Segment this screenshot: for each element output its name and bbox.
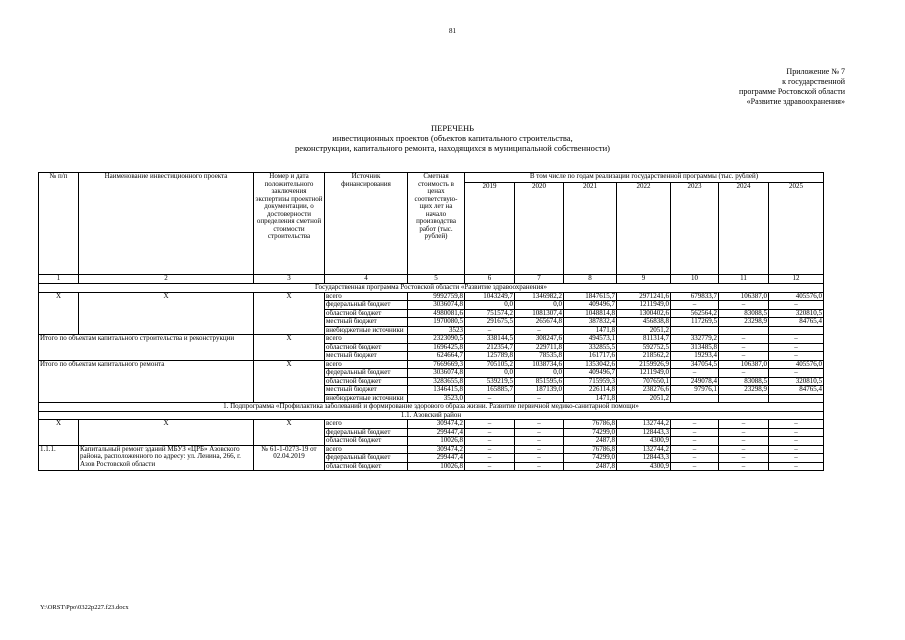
header-year: 2025 bbox=[769, 183, 824, 275]
year-value: – bbox=[465, 428, 515, 437]
year-value: 238276,6 bbox=[617, 386, 671, 395]
expertise-cell: Х bbox=[254, 420, 325, 446]
expertise-cell: Х bbox=[254, 360, 325, 403]
year-value: – bbox=[465, 420, 515, 429]
year-value: 2487,8 bbox=[564, 437, 617, 446]
estimated-cost-value: 9992759,8 bbox=[408, 292, 465, 301]
column-number: 4 bbox=[325, 275, 408, 284]
header-year: 2024 bbox=[719, 183, 769, 275]
year-value: 562564,2 bbox=[671, 309, 719, 318]
year-value: 76786,8 bbox=[564, 420, 617, 429]
year-value: – bbox=[719, 437, 769, 446]
year-value: 187139,0 bbox=[515, 386, 564, 395]
page-number: 81 bbox=[449, 27, 456, 35]
row-number: Х bbox=[39, 420, 79, 446]
table-row bbox=[39, 445, 824, 454]
estimated-cost-value: 1346415,8 bbox=[408, 386, 465, 395]
funding-source: областной бюджет bbox=[325, 437, 408, 446]
year-value: 2051,2 bbox=[617, 394, 671, 403]
year-value: – bbox=[515, 326, 564, 335]
estimated-cost-value: 7669669,3 bbox=[408, 360, 465, 369]
year-value: 332779,2 bbox=[671, 335, 719, 344]
investment-projects-table bbox=[38, 172, 824, 471]
funding-source: областной бюджет bbox=[325, 309, 408, 318]
estimated-cost-value: 309474,2 bbox=[408, 445, 465, 454]
year-value: 165885,7 bbox=[465, 386, 515, 395]
year-value: – bbox=[515, 445, 564, 454]
year-value: 0,0 bbox=[465, 369, 515, 378]
funding-source: областной бюджет bbox=[325, 377, 408, 386]
year-value bbox=[719, 326, 769, 335]
header-estimated-cost: Сметная стоимость в ценах соответствую-щих лет на начало производства работ (тыс. рублей) bbox=[408, 173, 465, 275]
year-value: 409496,7 bbox=[564, 301, 617, 310]
column-number: 5 bbox=[408, 275, 465, 284]
year-value: – bbox=[719, 343, 769, 352]
year-value: – bbox=[719, 369, 769, 378]
year-value: – bbox=[465, 462, 515, 471]
header-year: 2022 bbox=[617, 183, 671, 275]
row-number: 1.1.1. bbox=[39, 445, 79, 471]
year-value: 1847615,7 bbox=[564, 292, 617, 301]
year-value: 161717,6 bbox=[564, 352, 617, 361]
funding-source: всего bbox=[325, 420, 408, 429]
year-value: 19293,4 bbox=[671, 352, 719, 361]
appendix-header bbox=[640, 67, 845, 107]
column-number: 8 bbox=[564, 275, 617, 284]
estimated-cost-value: 309474,2 bbox=[408, 420, 465, 429]
year-value: 405576,0 bbox=[769, 292, 824, 301]
funding-source: федеральный бюджет bbox=[325, 428, 408, 437]
year-value: 387832,4 bbox=[564, 318, 617, 327]
appendix-line: к государственной bbox=[782, 77, 845, 86]
year-value: 1081307,4 bbox=[515, 309, 564, 318]
year-value: – bbox=[671, 428, 719, 437]
year-value: 106387,0 bbox=[719, 360, 769, 369]
year-value bbox=[769, 394, 824, 403]
header-funding-source: Источник финансирования bbox=[325, 173, 408, 275]
year-value: – bbox=[769, 454, 824, 463]
project-name: Капитальный ремонт зданий МБУЗ «ЦРБ» Азовского района, расположенного по адресу: ул. Ленина, 266, г. Азов Ростовской области bbox=[79, 445, 254, 471]
year-value: – bbox=[671, 445, 719, 454]
year-value: – bbox=[719, 428, 769, 437]
estimated-cost-value: 2323090,5 bbox=[408, 335, 465, 344]
estimated-cost-value: 1970080,5 bbox=[408, 318, 465, 327]
appendix-line: «Развитие здравоохранения» bbox=[746, 97, 845, 106]
year-value: 84765,4 bbox=[769, 386, 824, 395]
subprogram-title-row: 1. Подпрограмма «Профилактика заболеваний и формирование здорового образа жизни. Развитие первичной медико-санитарной помощи» bbox=[39, 403, 824, 412]
year-value: – bbox=[671, 420, 719, 429]
year-value: 1471,8 bbox=[564, 394, 617, 403]
year-value bbox=[719, 394, 769, 403]
year-value: 2051,2 bbox=[617, 326, 671, 335]
expertise-cell: Х bbox=[254, 292, 325, 335]
header-years-group: В том числе по годам реализации государственной программы (тыс. рублей) bbox=[465, 173, 824, 183]
estimated-cost-value: 3523 bbox=[408, 326, 465, 335]
column-number: 7 bbox=[515, 275, 564, 284]
total-label: Итого по объектам капитального ремонта bbox=[39, 360, 254, 403]
year-value bbox=[769, 326, 824, 335]
year-value: 249078,4 bbox=[671, 377, 719, 386]
funding-source: местный бюджет bbox=[325, 352, 408, 361]
section-row bbox=[39, 403, 824, 412]
table-row bbox=[39, 292, 824, 301]
header-no: № п/п bbox=[39, 173, 79, 275]
year-value: – bbox=[515, 428, 564, 437]
funding-source: всего bbox=[325, 445, 408, 454]
estimated-cost-value: 3283655,8 bbox=[408, 377, 465, 386]
estimated-cost-value: 3036074,8 bbox=[408, 301, 465, 310]
year-value: 2971241,6 bbox=[617, 292, 671, 301]
title-heading: ПЕРЕЧЕНЬ bbox=[431, 123, 474, 133]
year-value: – bbox=[515, 462, 564, 471]
year-value: – bbox=[769, 335, 824, 344]
year-value: – bbox=[769, 420, 824, 429]
year-value: – bbox=[769, 352, 824, 361]
estimated-cost-value: 10026,8 bbox=[408, 462, 465, 471]
title-subline: инвестиционных проектов (объектов капитального строительства, bbox=[332, 133, 573, 143]
file-path-footer: Y:\ORST\Ppo\0322p227.f23.docx bbox=[40, 604, 129, 611]
year-value: 76786,8 bbox=[564, 445, 617, 454]
appendix-line: Приложение № 7 bbox=[786, 67, 845, 76]
column-number: 11 bbox=[719, 275, 769, 284]
year-value: 409496,7 bbox=[564, 369, 617, 378]
year-value: 1346982,2 bbox=[515, 292, 564, 301]
year-value: – bbox=[769, 462, 824, 471]
year-value: 1211949,0 bbox=[617, 369, 671, 378]
year-value: 0,0 bbox=[515, 369, 564, 378]
column-number: 1 bbox=[39, 275, 79, 284]
year-value: – bbox=[515, 437, 564, 446]
year-value: 320810,5 bbox=[769, 309, 824, 318]
estimated-cost-value: 1696425,8 bbox=[408, 343, 465, 352]
program-title-row: Государственная программа Ростовской области «Развитие здравоохранения» bbox=[39, 284, 824, 293]
year-value: – bbox=[769, 369, 824, 378]
funding-source: местный бюджет bbox=[325, 386, 408, 395]
estimated-cost-value: 3036074,8 bbox=[408, 369, 465, 378]
year-value: 539219,5 bbox=[465, 377, 515, 386]
year-value: 715959,3 bbox=[564, 377, 617, 386]
funding-source: федеральный бюджет bbox=[325, 369, 408, 378]
title-subline: реконструкции, капитального ремонта, находящихся в муниципальной собственности) bbox=[295, 143, 610, 153]
year-value: – bbox=[515, 394, 564, 403]
year-value: 811314,7 bbox=[617, 335, 671, 344]
year-value: 212354,7 bbox=[465, 343, 515, 352]
estimated-cost-value: 10026,8 bbox=[408, 437, 465, 446]
year-value: – bbox=[719, 352, 769, 361]
year-value: 4300,9 bbox=[617, 462, 671, 471]
year-value: – bbox=[465, 437, 515, 446]
year-value: 320810,5 bbox=[769, 377, 824, 386]
table-row bbox=[39, 420, 824, 429]
year-value: – bbox=[769, 343, 824, 352]
year-value: 0,0 bbox=[465, 301, 515, 310]
year-value: 0,0 bbox=[515, 301, 564, 310]
estimated-cost-value: 4980081,6 bbox=[408, 309, 465, 318]
year-value: – bbox=[465, 454, 515, 463]
estimated-cost-value: 624664,7 bbox=[408, 352, 465, 361]
expertise-cell: № 61-1-0273-19 от 02.04.2019 bbox=[254, 445, 325, 471]
funding-source: областной бюджет bbox=[325, 343, 408, 352]
column-number: 9 bbox=[617, 275, 671, 284]
row-number: Х bbox=[39, 292, 79, 335]
year-value: – bbox=[769, 437, 824, 446]
district-title-row: 1.1. Азовский район bbox=[39, 411, 824, 420]
year-value: 291675,5 bbox=[465, 318, 515, 327]
year-value: 338144,5 bbox=[465, 335, 515, 344]
year-value: 83088,5 bbox=[719, 309, 769, 318]
section-row bbox=[39, 284, 824, 293]
year-value: – bbox=[719, 301, 769, 310]
year-value: 751574,2 bbox=[465, 309, 515, 318]
funding-source: всего bbox=[325, 335, 408, 344]
year-value: 117269,5 bbox=[671, 318, 719, 327]
year-value: 494573,1 bbox=[564, 335, 617, 344]
year-value: – bbox=[671, 437, 719, 446]
section-row bbox=[39, 411, 824, 420]
year-value: 106387,0 bbox=[719, 292, 769, 301]
year-value: – bbox=[719, 454, 769, 463]
year-value: 707650,1 bbox=[617, 377, 671, 386]
year-value: – bbox=[515, 454, 564, 463]
year-value: 74299,0 bbox=[564, 454, 617, 463]
year-value: 226114,8 bbox=[564, 386, 617, 395]
year-value: 456838,8 bbox=[617, 318, 671, 327]
year-value: 97976,1 bbox=[671, 386, 719, 395]
project-name: Х bbox=[79, 420, 254, 446]
year-value: 705105,2 bbox=[465, 360, 515, 369]
year-value: 218562,2 bbox=[617, 352, 671, 361]
year-value: 1353042,6 bbox=[564, 360, 617, 369]
estimated-cost-value: 299447,4 bbox=[408, 428, 465, 437]
year-value: 1211949,0 bbox=[617, 301, 671, 310]
funding-source: внебюджетные источники bbox=[325, 326, 408, 335]
year-value: 2159926,9 bbox=[617, 360, 671, 369]
year-value: 128443,3 bbox=[617, 454, 671, 463]
year-value: 1043249,7 bbox=[465, 292, 515, 301]
column-number: 2 bbox=[79, 275, 254, 284]
funding-source: внебюджетные источники bbox=[325, 394, 408, 403]
year-value: 308247,6 bbox=[515, 335, 564, 344]
funding-source: федеральный бюджет bbox=[325, 454, 408, 463]
year-value: – bbox=[769, 445, 824, 454]
column-number: 12 bbox=[769, 275, 824, 284]
year-value: 4300,9 bbox=[617, 437, 671, 446]
year-value: – bbox=[769, 428, 824, 437]
year-value: – bbox=[671, 462, 719, 471]
year-value: – bbox=[719, 420, 769, 429]
estimated-cost-value: 3523,0 bbox=[408, 394, 465, 403]
year-value: – bbox=[671, 369, 719, 378]
header-year: 2020 bbox=[515, 183, 564, 275]
year-value: 1471,8 bbox=[564, 326, 617, 335]
appendix-line: программе Ростовской области bbox=[739, 87, 845, 96]
year-value: 84765,4 bbox=[769, 318, 824, 327]
year-value: – bbox=[671, 454, 719, 463]
year-value: – bbox=[515, 420, 564, 429]
project-name: Х bbox=[79, 292, 254, 335]
year-value: 679833,7 bbox=[671, 292, 719, 301]
header-project-name: Наименование инвестиционного проекта bbox=[79, 173, 254, 275]
year-value: 125789,8 bbox=[465, 352, 515, 361]
expertise-cell: Х bbox=[254, 335, 325, 361]
year-value bbox=[671, 326, 719, 335]
year-value: 132744,2 bbox=[617, 445, 671, 454]
table-row bbox=[39, 360, 824, 369]
year-value: 229711,8 bbox=[515, 343, 564, 352]
document-title bbox=[0, 123, 905, 153]
funding-source: областной бюджет bbox=[325, 462, 408, 471]
year-value: – bbox=[465, 445, 515, 454]
year-value: 23298,9 bbox=[719, 386, 769, 395]
estimated-cost-value: 299447,4 bbox=[408, 454, 465, 463]
year-value: – bbox=[671, 301, 719, 310]
total-label: Итого по объектам капитального строительства и реконструкции bbox=[39, 335, 254, 361]
year-value: – bbox=[719, 335, 769, 344]
year-value: – bbox=[465, 326, 515, 335]
year-value: 74299,0 bbox=[564, 428, 617, 437]
table-row bbox=[39, 335, 824, 344]
year-value: 1048814,8 bbox=[564, 309, 617, 318]
column-number: 3 bbox=[254, 275, 325, 284]
year-value: 83088,5 bbox=[719, 377, 769, 386]
year-value: – bbox=[465, 394, 515, 403]
header-year: 2019 bbox=[465, 183, 515, 275]
header-expertise: Номер и дата положительного заключения экспертизы проектной документации, о достоверности определения сметной стоимости строительства bbox=[254, 173, 325, 275]
column-number: 10 bbox=[671, 275, 719, 284]
year-value: 132744,2 bbox=[617, 420, 671, 429]
column-number: 6 bbox=[465, 275, 515, 284]
funding-source: всего bbox=[325, 292, 408, 301]
year-value: – bbox=[769, 301, 824, 310]
header-year: 2021 bbox=[564, 183, 617, 275]
funding-source: местный бюджет bbox=[325, 318, 408, 327]
year-value: – bbox=[719, 445, 769, 454]
year-value: 265674,8 bbox=[515, 318, 564, 327]
header-year: 2023 bbox=[671, 183, 719, 275]
year-value: 23298,9 bbox=[719, 318, 769, 327]
year-value: 1038734,6 bbox=[515, 360, 564, 369]
year-value: 592752,5 bbox=[617, 343, 671, 352]
funding-source: всего bbox=[325, 360, 408, 369]
year-value: 1300402,6 bbox=[617, 309, 671, 318]
year-value bbox=[671, 394, 719, 403]
year-value: 405576,0 bbox=[769, 360, 824, 369]
year-value: 78535,8 bbox=[515, 352, 564, 361]
year-value: 2487,8 bbox=[564, 462, 617, 471]
year-value: 851595,6 bbox=[515, 377, 564, 386]
year-value: 313485,8 bbox=[671, 343, 719, 352]
funding-source: федеральный бюджет bbox=[325, 301, 408, 310]
year-value: 347054,5 bbox=[671, 360, 719, 369]
year-value: 332855,5 bbox=[564, 343, 617, 352]
year-value: 128443,3 bbox=[617, 428, 671, 437]
year-value: – bbox=[719, 462, 769, 471]
